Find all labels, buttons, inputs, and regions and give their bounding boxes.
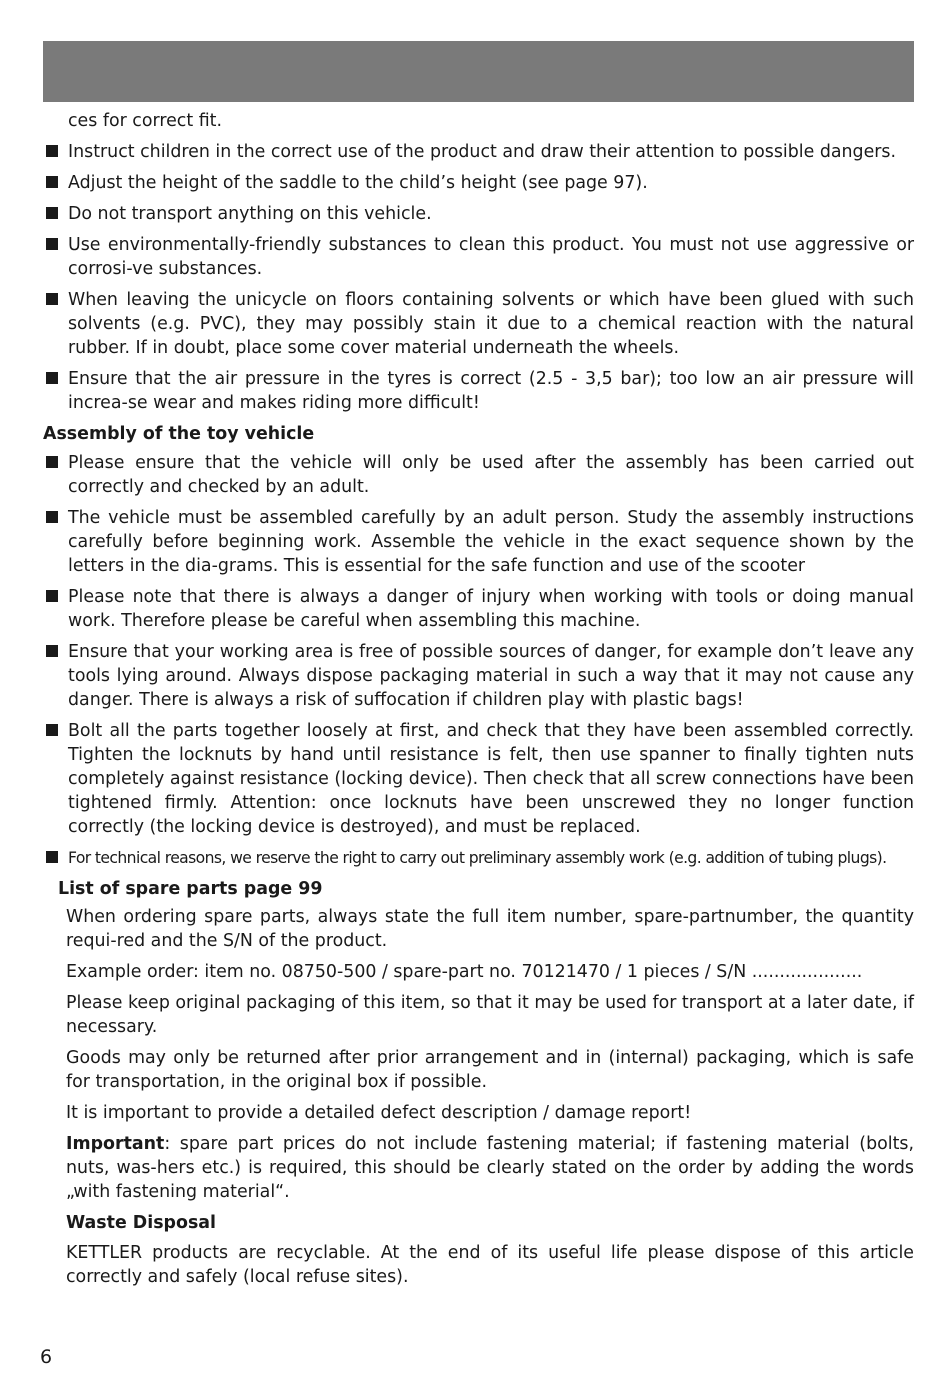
paragraph: When ordering spare parts, always state the full item number, spare-partnumber, the quantity requi-red and the S/N of the product.: [66, 907, 914, 951]
paragraph: Goods may only be returned after prior arrangement and in (internal) packaging, which is safe for transportation, in the original box if possible.: [66, 1048, 914, 1092]
waste-disposal-heading: Waste Disposal: [66, 1213, 217, 1233]
header-bar: [43, 41, 914, 102]
page-number: 6: [40, 1346, 53, 1368]
list-item: Use environmentally-friendly substances to clean this product. You must not use aggressive or corrosi-ve substances.: [43, 233, 914, 281]
list-item: Bolt all the parts together loosely at first, and check that they have been assembled correctly. Tighten the locknuts by hand until resistance is felt, then use spanner to finally tighten nuts completely against resistance (locking device). Then check that all screw connections have been tightened firmly. Attention: once locknuts have been unscrewed they no longer function correctly (the locking device is destroyed), and must be replaced.: [43, 719, 914, 839]
list-item: Adjust the height of the saddle to the child’s height (see page 97).: [43, 171, 914, 195]
page-content: [43, 109, 914, 1296]
list-item: For technical reasons, we reserve the right to carry out preliminary assembly work (e.g. addition of tubing plugs).: [43, 846, 914, 870]
assembly-heading: Assembly of the toy vehicle: [43, 424, 315, 444]
important-label: Important: [66, 1134, 165, 1154]
list-item: Ensure that your working area is free of possible sources of danger, for example don’t leave any tools lying around. Always dispose packaging material in such a way that it may not cause any danger. There is always a risk of suffocation if children play with plastic bags!: [43, 640, 914, 712]
list-item: The vehicle must be assembled carefully by an adult person. Study the assembly instructions carefully before beginning work. Assemble the vehicle in the exact sequence shown by the letters in the dia-grams. This is essential for the safe function and use of the scooter: [43, 506, 914, 578]
paragraph: It is important to provide a detailed defect description / damage report!: [66, 1103, 692, 1123]
spare-parts-heading: List of spare parts page 99: [58, 879, 323, 899]
important-paragraph: [43, 1132, 914, 1204]
continuation-text: ces for correct fit.: [68, 111, 223, 131]
paragraph: Please keep original packaging of this item, so that it may be used for transport at a later date, if necessary.: [66, 993, 914, 1037]
list-item: Please note that there is always a danger of injury when working with tools or doing manual work. Therefore please be careful when assembling this machine.: [43, 585, 914, 633]
list-item: Instruct children in the correct use of the product and draw their attention to possible dangers.: [43, 140, 914, 164]
list-item: Please ensure that the vehicle will only be used after the assembly has been carried out correctly and checked by an adult.: [43, 451, 914, 499]
list-item: Do not transport anything on this vehicle.: [43, 202, 914, 226]
list-item: When leaving the unicycle on floors containing solvents or which have been glued with such solvents (e.g. PVC), they may possibly stain it due to a chemical reaction with the natural rubber. If in doubt, place some cover material underneath the wheels.: [43, 288, 914, 360]
paragraph: Example order: item no. 08750-500 / spare-part no. 70121470 / 1 pieces / S/N ....................: [66, 962, 863, 982]
important-text: : spare part prices do not include fastening material; if fastening material (bolts, nuts, was-hers etc.) is required, this should be clearly stated on the order by adding the words „with fastening material“.: [66, 1134, 914, 1202]
paragraph: KETTLER products are recyclable. At the end of its useful life please dispose of this article correctly and safely (local refuse sites).: [66, 1243, 914, 1287]
list-item: Ensure that the air pressure in the tyres is correct (2.5 - 3,5 bar); too low an air pressure will increa-se wear and makes riding more difficult!: [43, 367, 914, 415]
